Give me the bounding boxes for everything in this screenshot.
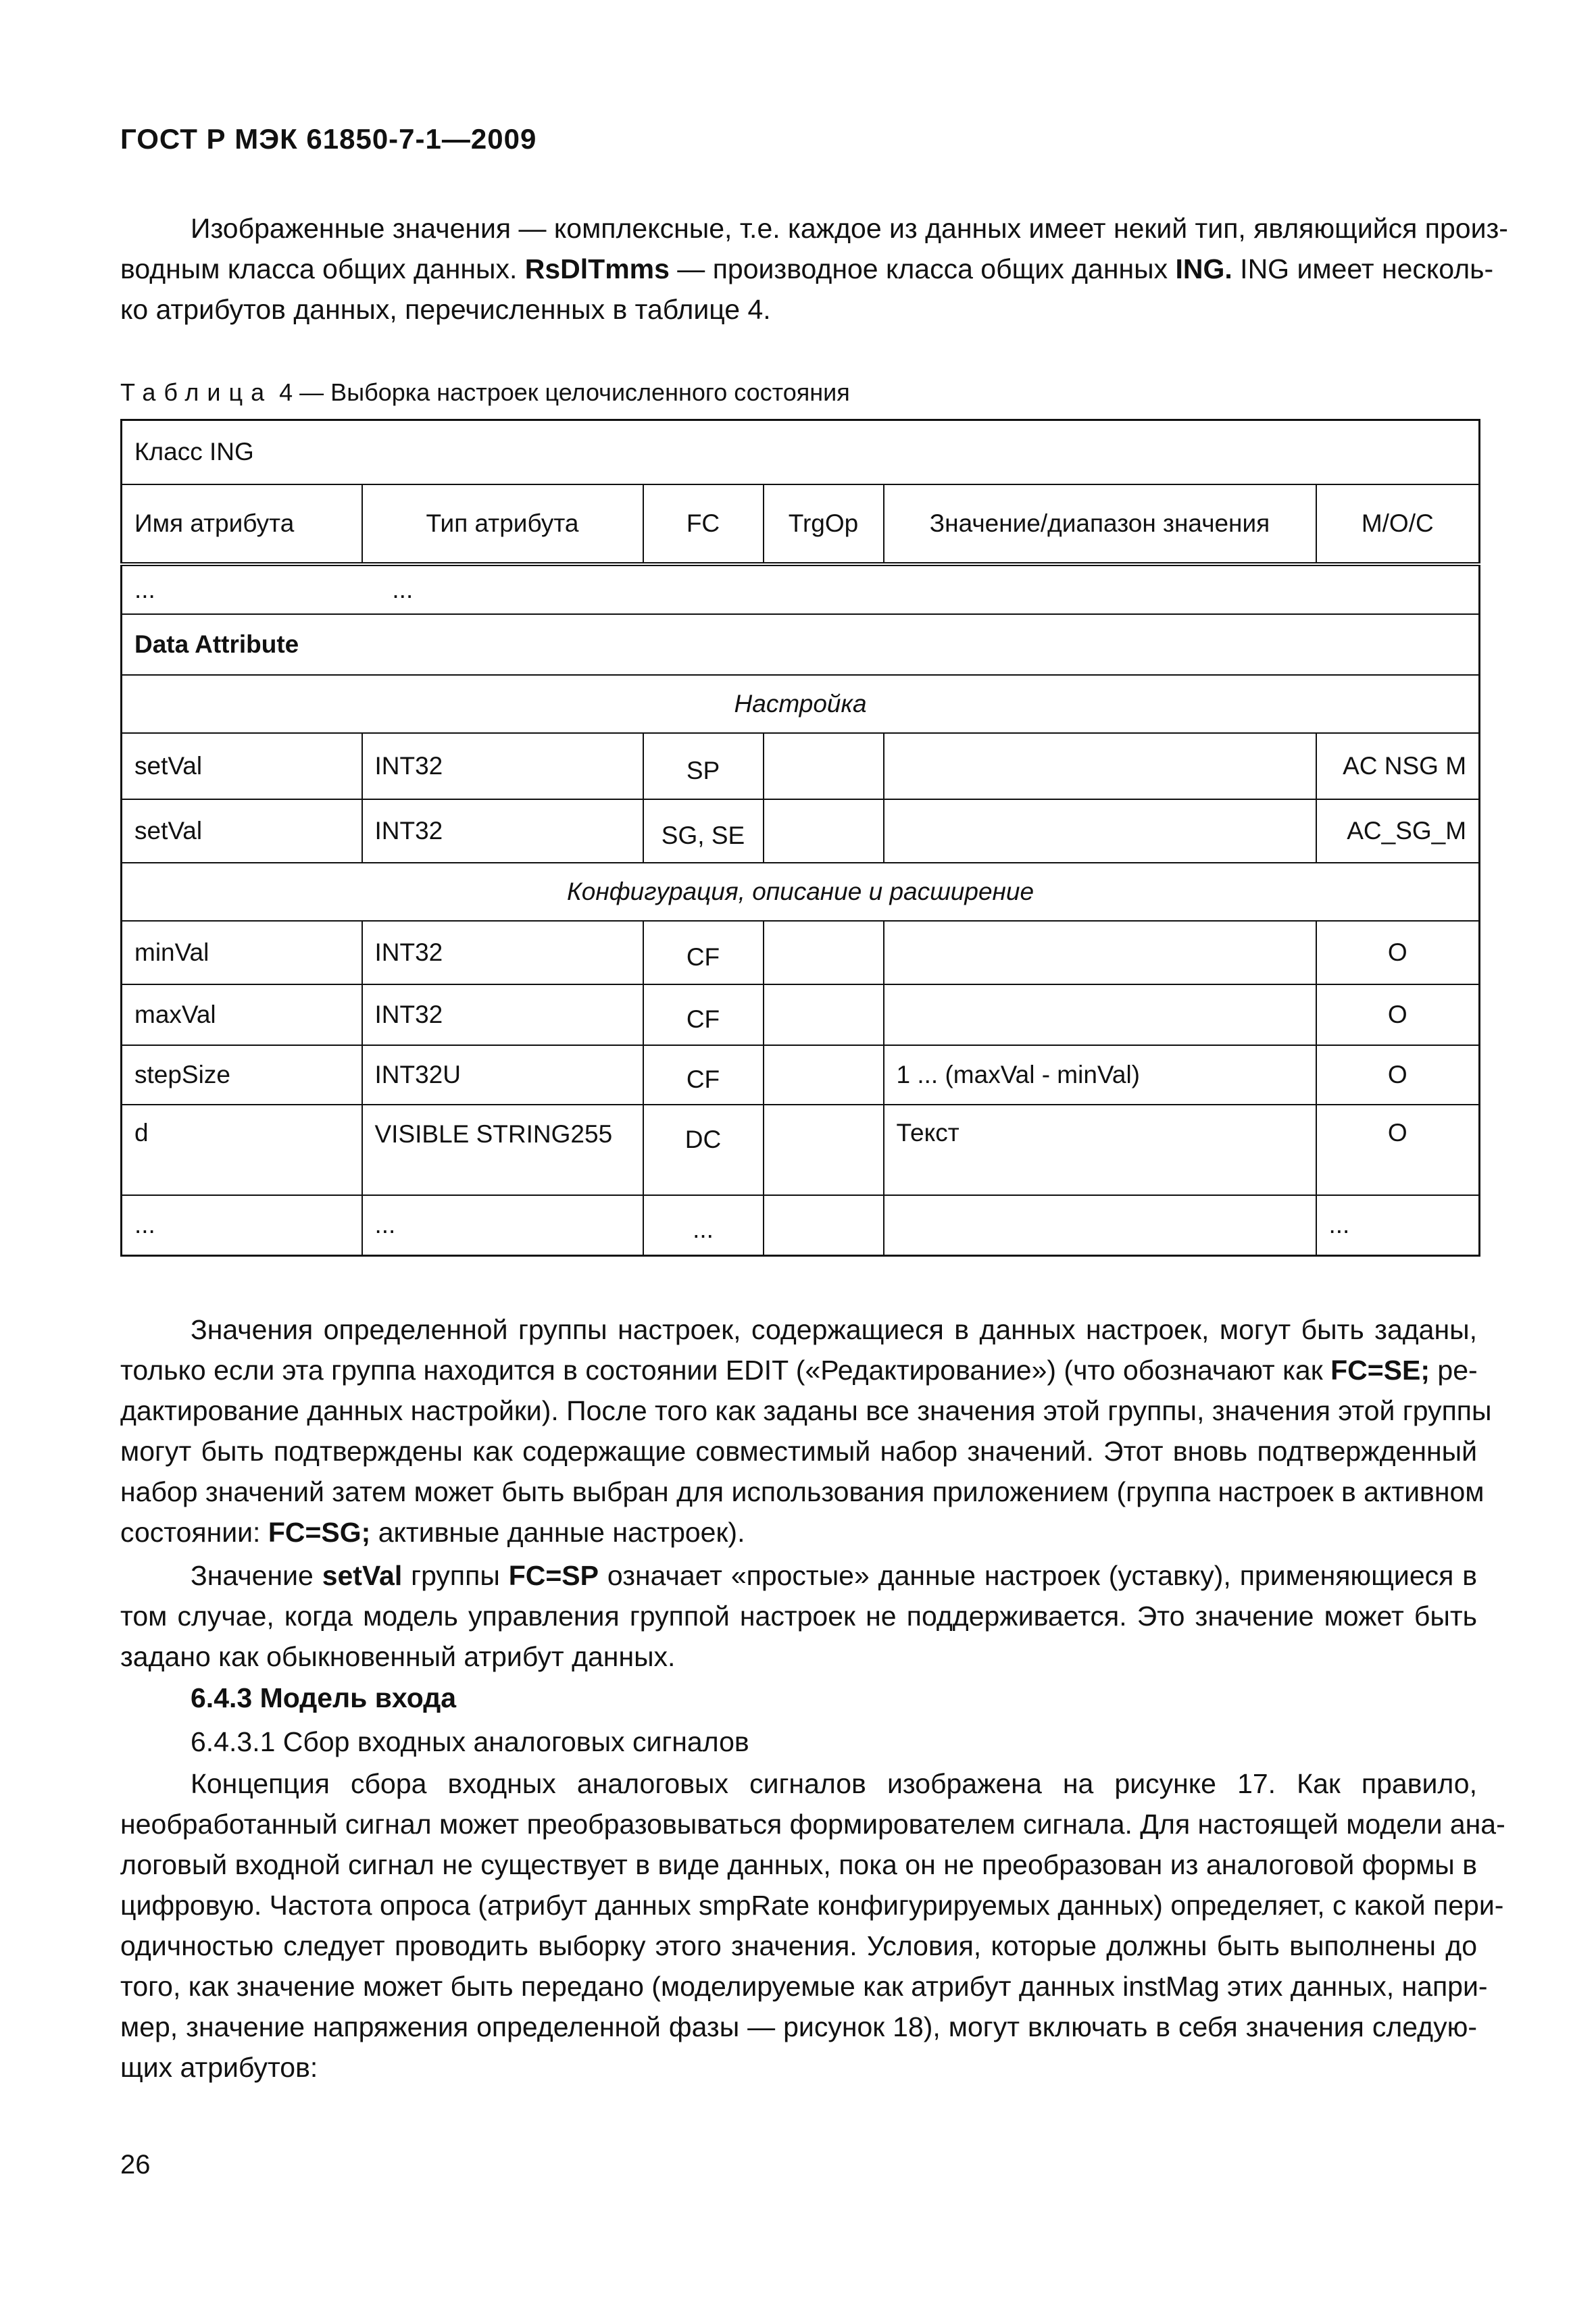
cell: ... — [1316, 1195, 1480, 1256]
cell — [884, 799, 1316, 863]
subsection-heading: 6.4.3.1 Сбор входных аналоговых сигналов — [191, 1726, 749, 1757]
table-row — [122, 1195, 1480, 1256]
intro-line-1: Изображенные значения — комплексные, т.е. каждое из данных имеет некий тип, являющийся произ- — [191, 213, 1508, 244]
cell: SP — [643, 733, 764, 799]
text-line: задано как обыкновенный атрибут данных. — [120, 1641, 676, 1672]
cell — [764, 1105, 884, 1195]
text-line: Концепция сбора входных аналоговых сигналов изображена на рисунке 17. Как правило, — [191, 1768, 1477, 1799]
cell: INT32U — [362, 1045, 643, 1105]
cell: maxVal — [122, 984, 362, 1045]
cell — [884, 984, 1316, 1045]
cell: VISIBLE STRING255 — [362, 1105, 643, 1195]
header-cell: TrgOp — [764, 484, 884, 564]
cell: d — [122, 1105, 362, 1195]
cell: O — [1316, 1045, 1480, 1105]
cell: INT32 — [362, 733, 643, 799]
class-label: Класс ING — [122, 420, 1480, 484]
cell: O — [1316, 1105, 1480, 1195]
text-line: необработанный сигнал может преобразовываться формирователем сигнала. Для настоящей модели ана- — [120, 1809, 1505, 1840]
text-line: набор значений затем может быть выбран для использования приложением (группа настроек в активном — [120, 1476, 1485, 1507]
page-header: ГОСТ Р МЭК 61850-7-1—2009 — [120, 123, 537, 155]
text-line: цифровую. Частота опроса (атрибут данных smpRate конфигурируемых данных) определяет, с какой пери- — [120, 1890, 1504, 1921]
cell: DC — [643, 1105, 764, 1195]
cell: Текст — [884, 1105, 1316, 1195]
table-row — [122, 984, 1480, 1045]
table-row — [122, 799, 1480, 863]
cell — [884, 921, 1316, 984]
cell — [764, 799, 884, 863]
section-title: Конфигурация, описание и расширение — [122, 863, 1480, 921]
cell — [884, 1195, 1316, 1256]
intro-paragraph — [120, 208, 1508, 330]
text-line: том случае, когда модель управления группой настроек не поддерживается. Это значение может быть — [120, 1601, 1477, 1632]
text-line: щих атрибутов: — [120, 2052, 318, 2083]
intro-line-2: водным класса общих данных. RsDlTmms — производное класса общих данных ING. ING имеет несколь- — [120, 253, 1494, 284]
paragraph-analog-input — [120, 1763, 1505, 2088]
header-cell: M/O/C — [1316, 484, 1480, 564]
cell: SG, SE — [643, 799, 764, 863]
attributes-table — [120, 419, 1480, 1257]
cell: ... — [643, 1195, 764, 1256]
table-class-row — [122, 420, 1480, 484]
table-row — [122, 733, 1480, 799]
text-line: только если эта группа находится в состоянии EDIT («Редактирование») (что обозначают как FC=SE; ре- — [120, 1355, 1478, 1386]
cell: INT32 — [362, 984, 643, 1045]
cell: AC NSG M — [1316, 733, 1480, 799]
ellipsis-row — [122, 564, 1480, 614]
text-line: дактирование данных настройки). После того как заданы все значения этой группы, значения этой группы — [120, 1395, 1492, 1426]
text-line: Значения определенной группы настроек, содержащиеся в данных настроек, могут быть заданы, — [191, 1314, 1477, 1345]
header-cell: Тип атрибута — [362, 484, 643, 564]
cell: stepSize — [122, 1045, 362, 1105]
data-attribute-label: Data Attribute — [122, 614, 1480, 675]
cell: setVal — [122, 733, 362, 799]
text-line: Значение setVal группы FC=SP означает «простые» данные настроек (уставку), применяющиеся в — [191, 1560, 1477, 1591]
text-line: состоянии: FC=SG; активные данные настроек). — [120, 1517, 745, 1548]
header-cell: Значение/диапазон значения — [884, 484, 1316, 564]
table-caption: Таблица 4 — Выборка настроек целочисленного состояния — [120, 378, 850, 406]
cell: O — [1316, 921, 1480, 984]
paragraph-setting-groups — [120, 1309, 1492, 1553]
cell: ... — [362, 1195, 643, 1256]
cell — [764, 733, 884, 799]
cell — [764, 1195, 884, 1256]
section-row — [122, 675, 1480, 733]
text-line: мер, значение напряжения определенной фазы — рисунок 18), могут включать в себя значения следую- — [120, 2011, 1477, 2042]
cell: ... — [122, 1195, 362, 1256]
text-line: одичностью следует проводить выборку этого значения. Условия, которые должны быть выполнены до — [120, 1930, 1477, 1961]
cell: CF — [643, 1045, 764, 1105]
table-row — [122, 1105, 1480, 1195]
table-row — [122, 921, 1480, 984]
page-number: 26 — [120, 2150, 151, 2180]
section-title: Настройка — [122, 675, 1480, 733]
cell — [884, 733, 1316, 799]
cell — [764, 921, 884, 984]
cell — [764, 984, 884, 1045]
paragraph-setval — [120, 1555, 1477, 1677]
table-header-row — [122, 484, 1480, 564]
intro-line-3: ко атрибутов данных, перечисленных в таблице 4. — [120, 294, 771, 325]
header-cell: Имя атрибута — [122, 484, 362, 564]
ellipsis-cell: ... — [134, 575, 155, 603]
cell: minVal — [122, 921, 362, 984]
cell: CF — [643, 921, 764, 984]
cell: INT32 — [362, 921, 643, 984]
section-row — [122, 863, 1480, 921]
data-attribute-row — [122, 614, 1480, 675]
cell: 1 ... (maxVal - minVal) — [884, 1045, 1316, 1105]
cell: O — [1316, 984, 1480, 1045]
cell — [764, 1045, 884, 1105]
section-heading: 6.4.3 Модель входа — [191, 1682, 457, 1713]
text-line: логовый входной сигнал не существует в виде данных, пока он не преобразован из аналоговой формы в — [120, 1849, 1477, 1880]
cell: INT32 — [362, 799, 643, 863]
text-line: того, как значение может быть передано (моделируемые как атрибут данных instMag этих данных, напри- — [120, 1971, 1488, 2002]
cell: AC_SG_M — [1316, 799, 1480, 863]
text-line: могут быть подтверждены как содержащие совместимый набор значений. Этот вновь подтвержденный — [120, 1436, 1477, 1467]
table-row — [122, 1045, 1480, 1105]
cell: CF — [643, 984, 764, 1045]
header-cell: FC — [643, 484, 764, 564]
cell: setVal — [122, 799, 362, 863]
ellipsis-cell: ... — [392, 575, 414, 603]
